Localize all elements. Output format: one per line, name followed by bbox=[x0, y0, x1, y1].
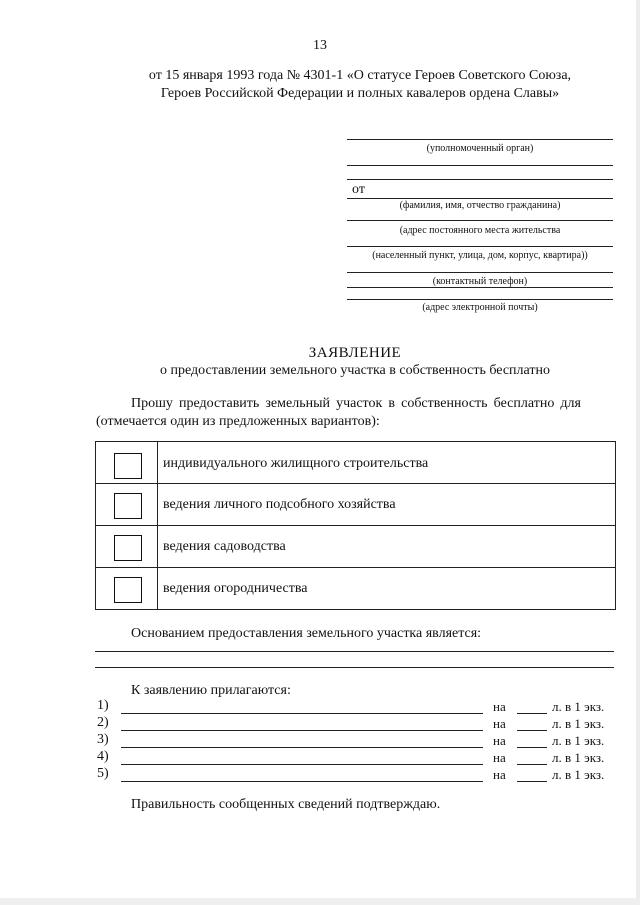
attachment-name-field[interactable] bbox=[121, 781, 483, 782]
document-title: ЗАЯВЛЕНИЕ bbox=[308, 345, 402, 361]
option-label-garden: ведения садоводства bbox=[163, 539, 286, 554]
email-caption: (адрес электронной почты) bbox=[422, 302, 538, 313]
authority-line-1[interactable] bbox=[347, 139, 613, 140]
attachment-on-label: на bbox=[493, 699, 506, 714]
address-line-1[interactable] bbox=[347, 220, 613, 221]
address-caption: (адрес постоянного места жительства bbox=[399, 225, 561, 236]
attachment-on-label: на bbox=[493, 767, 506, 782]
options-row-separator bbox=[96, 525, 615, 526]
attachment-name-field[interactable] bbox=[121, 730, 483, 731]
attachment-copies-label: л. в 1 экз. bbox=[552, 767, 605, 782]
option-checkbox-lph[interactable] bbox=[114, 493, 142, 519]
basis-line-2[interactable] bbox=[95, 667, 614, 668]
document-subtitle: о предоставлении земельного участка в собственность бесплатно bbox=[159, 363, 550, 378]
email-line-2[interactable] bbox=[347, 299, 613, 300]
option-checkbox-ijs[interactable] bbox=[114, 453, 142, 479]
attachment-number: 1) bbox=[97, 698, 109, 713]
attachment-on-label: на bbox=[493, 716, 506, 731]
options-row-separator bbox=[96, 483, 615, 484]
request-line-2: (отмечается один из предложенных вариантов): bbox=[96, 414, 380, 429]
address-details-caption: (населенный пункт, улица, дом, корпус, квартира)) bbox=[372, 250, 588, 261]
confirmation-text: Правильность сообщенных сведений подтверждаю. bbox=[131, 797, 441, 812]
basis-label: Основанием предоставления земельного участка является: bbox=[131, 626, 482, 641]
attachment-pages-field[interactable] bbox=[517, 713, 547, 714]
attachment-copies-label: л. в 1 экз. bbox=[552, 699, 605, 714]
attachment-copies-label: л. в 1 экз. bbox=[552, 750, 605, 765]
attachment-on-label: на bbox=[493, 750, 506, 765]
authority-caption: (уполномоченный орган) bbox=[426, 143, 534, 154]
attachment-pages-field[interactable] bbox=[517, 730, 547, 731]
address-line-2[interactable] bbox=[347, 246, 613, 247]
attachment-copies-label: л. в 1 экз. bbox=[552, 733, 605, 748]
authority-line-3[interactable] bbox=[347, 179, 613, 180]
option-label-lph: ведения личного подсобного хозяйства bbox=[163, 497, 396, 512]
attachment-number: 3) bbox=[97, 732, 109, 747]
attachment-copies-label: л. в 1 экз. bbox=[552, 716, 605, 731]
fio-caption: (фамилия, имя, отчество гражданина) bbox=[399, 200, 561, 211]
fio-line[interactable] bbox=[347, 198, 613, 199]
attachment-name-field[interactable] bbox=[121, 747, 483, 748]
attachments-heading: К заявлению прилагаются: bbox=[131, 683, 291, 698]
attachment-number: 4) bbox=[97, 749, 109, 764]
scan-edge bbox=[636, 0, 640, 905]
authority-line-2[interactable] bbox=[347, 165, 613, 166]
option-label-ijs: индивидуального жилищного строительства bbox=[163, 456, 429, 471]
basis-line-1[interactable] bbox=[95, 651, 614, 652]
page-number: 13 bbox=[313, 38, 327, 53]
from-label: от bbox=[352, 182, 365, 197]
attachment-number: 5) bbox=[97, 766, 109, 781]
law-reference-line-1: от 15 января 1993 года № 4301-1 «О статусе Героев Советского Союза, bbox=[148, 68, 572, 83]
scan-bottom-edge bbox=[0, 898, 640, 905]
attachment-name-field[interactable] bbox=[121, 713, 483, 714]
options-row-separator bbox=[96, 567, 615, 568]
attachment-pages-field[interactable] bbox=[517, 747, 547, 748]
attachment-name-field[interactable] bbox=[121, 764, 483, 765]
law-reference-line-2: Героев Российской Федерации и полных кавалеров ордена Славы» bbox=[160, 86, 560, 101]
request-line-1: Прошу предоставить земельный участок в собственность бесплатно для bbox=[131, 396, 581, 411]
attachment-pages-field[interactable] bbox=[517, 781, 547, 782]
attachment-on-label: на bbox=[493, 733, 506, 748]
attachment-number: 2) bbox=[97, 715, 109, 730]
option-label-vegetable: ведения огородничества bbox=[163, 581, 308, 596]
attachment-pages-field[interactable] bbox=[517, 764, 547, 765]
email-line-1[interactable] bbox=[347, 287, 613, 288]
phone-line[interactable] bbox=[347, 272, 613, 273]
option-checkbox-vegetable[interactable] bbox=[114, 577, 142, 603]
phone-caption: (контактный телефон) bbox=[432, 276, 528, 287]
option-checkbox-garden[interactable] bbox=[114, 535, 142, 561]
